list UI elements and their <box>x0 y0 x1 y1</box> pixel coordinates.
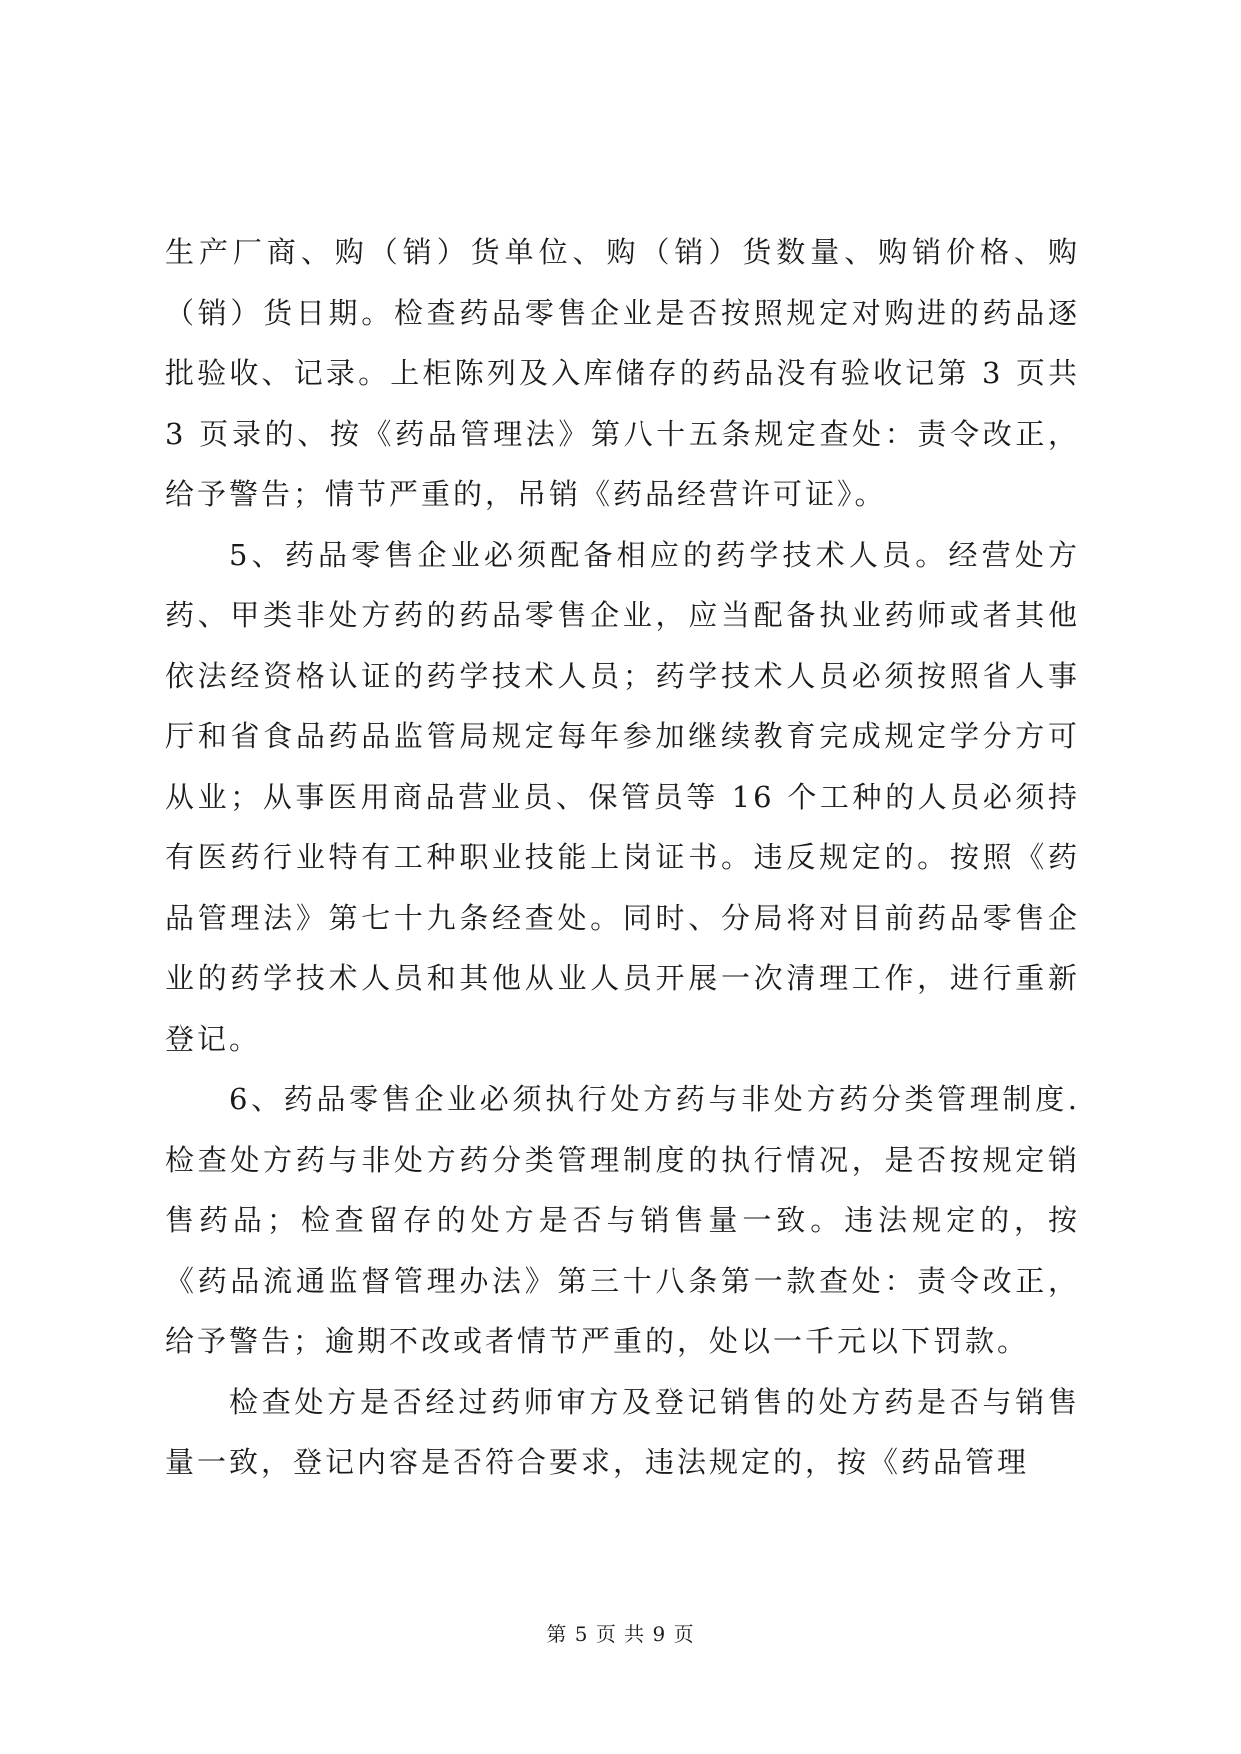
paragraph-item-6: 6、药品零售企业必须执行处方药与非处方药分类管理制度.检查处方药与非处方药分类管理制度的执行情况，是否按规定销售药品；检查留存的处方是否与销售量一致。违法规定的，按《药品流通监督管理办法》第三十八条第一款查处：责令改正，给予警告；逾期不改或者情节严重的，处以一千元以下罚款。 <box>165 1082 1080 1358</box>
page-number-footer: 第 5 页 共 9 页 <box>546 1622 695 1646</box>
document-body <box>165 222 1080 1493</box>
paragraph-prescription-check: 检查处方是否经过药师审方及登记销售的处方药是否与销售量一致，登记内容是否符合要求，违法规定的，按《药品管理 <box>165 1384 1080 1479</box>
paragraph-continuation: 生产厂商、购（销）货单位、购（销）货数量、购销价格、购（销）货日期。检查药品零售企业是否按照规定对购进的药品逐批验收、记录。上柜陈列及入库储存的药品没有验收记第 3 页共 3 页录的、按《药品管理法》第八十五条规定查处：责令改正，给予警告；情节严重的，吊销《药品经营许可证》。 <box>165 235 1080 511</box>
paragraph-item-5: 5、药品零售企业必须配备相应的药学技术人员。经营处方药、甲类非处方药的药品零售企业，应当配备执业药师或者其他依法经资格认证的药学技术人员；药学技术人员必须按照省人事厅和省食品药品监管局规定每年参加继续教育完成规定学分方可从业；从事医用商品营业员、保管员等 16 个工种的人员必须持有医药行业特有工种职业技能上岗证书。违反规定的。按照《药品管理法》第七十九条经查处。同时、分局将对目前药品零售企业的药学技术人员和其他从业人员开展一次清理工作，进行重新登记。 <box>165 537 1080 1056</box>
